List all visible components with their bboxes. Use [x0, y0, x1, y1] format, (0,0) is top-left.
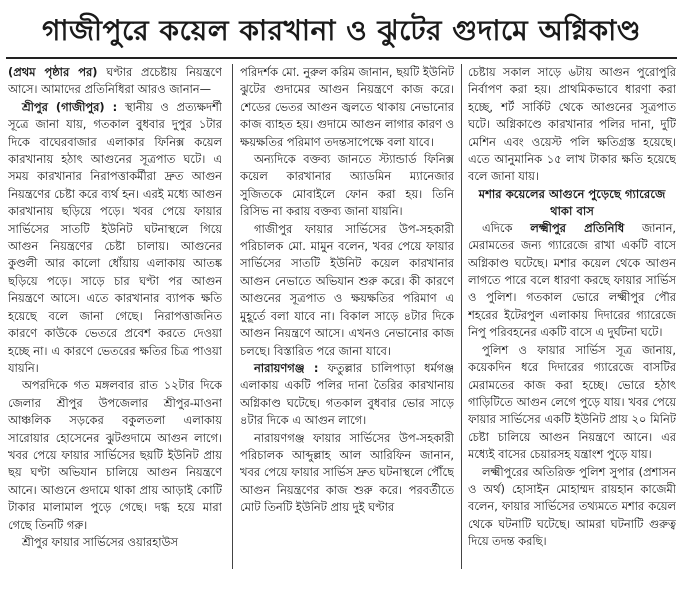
- paragraph-inspector: পরিদর্শক মো. নুরুল করিম জানান, ছয়টি ইউনিট ঝুটের গুদামের আগুন নিয়ন্ত্রণে কাজ করে। শেডের ভেতর আগুন জ্বলতে থাকায় নেভানোর কাজ ব্যাহত হয়। গুদামে আগুন লাগার কারণ ও ক্ষয়ক্ষতির পরিমাণ তদন্তসাপেক্ষে বলা যাবে।: [240, 65, 454, 149]
- paragraph-text: স্থানীয় ও প্রত্যক্ষদর্শী সূত্রে জানা যায়, গতকাল বুধবার দুপুর ১টার দিকে বাঘেরবাজার এলাকার ফিনিক্স কয়েল কারখানায় হঠাৎ আগুনের সূত্রপাত ঘটে। এ সময় কারখানার নিরাপত্তাকর্মীরা দ্রুত আগুন নিয়ন্ত্রণের চেষ্টা করে ব্যর্থ হন। এরই মধ্যে আগুন কারখানায় ছড়িয়ে পড়ে। খবর পেয়ে ফায়ার সার্ভিসের সাতটি ইউনিট ঘটনাস্থলে গিয়ে আগুন নিয়ন্ত্রণের চেষ্টা চালায়। আগুনের কুণ্ডলী আর কালো ধোঁয়ায় এলাকায় আতঙ্ক ছড়িয়ে পড়ে। সাড়ে চার ঘণ্টা পর আগুন নিয়ন্ত্রণে আসে। এতে কারখানার ব্যাপক ক্ষতি হয়েছে বলে জানা গেছে। নিরাপত্তাজনিত কারণে কাউকে ভেতরে প্রবেশ করতে দেওয়া হচ্ছে না। এ কারণে ভেতরের ক্ষতির চিত্র পাওয়া যায়নি।: [8, 99, 222, 375]
- paragraph-extinguished: চেষ্টায় সকাল সাড়ে ৬টায় আগুন পুরোপুরি নির্বাপণ করা হয়। প্রাথমিকভাবে ধারণা করা হচ্ছে, শর্ট সার্কিট থেকে আগুনের সূত্রপাত ঘটে। অগ্নিকাণ্ডে কারখানার পলির দানা, দুটি মেশিন এবং ওয়েস্ট পলি ক্ষতিগ্রস্ত হয়েছে। এতে আনুমানিক ১৫ লাখ টাকার ক্ষতি হয়েছে বলে জানা যায়।: [468, 65, 676, 184]
- paragraph-text: ফতুল্লার চালিপাড়া ধর্মগঞ্জ এলাকায় একটি পলির দানা তৈরির কারখানায় অগ্নিকাণ্ড ঘটেছে। গতকাল বুধবার ভোর সাড়ে ৪টার দিকে এ আগুন লাগে।: [240, 360, 454, 428]
- byline-lakshmipur: লক্ষ্মীপুর প্রতিনিধি: [530, 220, 625, 235]
- paragraph-asp-statement: লক্ষ্মীপুরের অতিরিক্ত পুলিশ সুপার (প্রশাসন ও অর্থ) হোসাইন মোহাম্মদ রায়হান কাজেমী বলেন, ফায়ার সার্ভিসের তথ্যমতে মশার কয়েল থেকে ঘটনাটি ঘটেছে। আমরা ঘটনাটি গুরুত্ব দিয়ে তদন্ত করছি।: [468, 464, 676, 549]
- article-column-3: [468, 64, 676, 569]
- column-divider-1: [232, 64, 233, 569]
- cropped-next-headline: [8, 572, 675, 588]
- paragraph-lakshmipur: [468, 220, 676, 342]
- byline-sreepur: শ্রীপুর (গাজীপুর) :: [22, 99, 118, 114]
- lead-text: ঘণ্টার প্রচেষ্টায় নিয়ন্ত্রণে আসে। আমাদের প্রতিনিধিরা আরও জানান—: [8, 65, 222, 97]
- byline-narayanganj: নারায়ণগঞ্জ :: [254, 360, 319, 375]
- paragraph-police-fire: পুলিশ ও ফায়ার সার্ভিস সূত্র জানায়, কয়েকদিন ধরে দিদারের গ্যারেজে বাসটির মেরামতের কাজ করা হচ্ছে। ভোরে হঠাৎ গাড়িটিতে আগুন লেগে পুড়ে যায়। খবর পেয়ে ফায়ার সার্ভিসের একটি ইউনিট প্রায় ২০ মিনিট চেষ্টা চালিয়ে আগুন নিয়ন্ত্রণে আনে। এর মধ্যেই বাসের চেয়ারসহ যন্ত্রাংশ পুড়ে যায়।: [468, 342, 676, 462]
- paragraph-manager: অন্যদিকে বক্তব্য জানতে স্ট্যান্ডার্ড ফিনিক্স কয়েল কারখানার অ্যাডমিন ম্যানেজার সুজিতকে মোবাইলে ফোন করা হয়। তিনি রিসিভ না করায় বক্তব্য জানা যায়নি।: [240, 152, 454, 219]
- paragraph-narayanganj: [240, 360, 454, 430]
- paragraph-sreepur: [8, 99, 222, 378]
- article-column-2: [240, 64, 454, 569]
- paragraph-text: জানান, মেরামতের জন্য গ্যারেজে রাখা একটি বাসে অগ্নিকাণ্ড ঘটেছে। মশার কয়েল থেকে আগুন লাগতে পারে বলে ধারণা করছে ফায়ার সার্ভিস ও পুলিশ। গতকাল ভোরে লক্ষ্মীপুর পৌর শহরের ইটেরপুল এলাকায় দিদারের গ্যারেজে নিপু পরিবহনের একটি বাসে এ দুর্ঘটনা ঘটে।: [468, 220, 676, 340]
- headline-rule: [6, 57, 677, 59]
- column-divider-2: [461, 64, 462, 569]
- subheading-bus-fire: মশার কয়েলের আগুনে পুড়েছে গ্যারেজে থাকা বাস: [478, 186, 666, 218]
- paragraph-jhut-godown: অপরদিকে গত মঙ্গলবার রাত ১২টার দিকে জেলার শ্রীপুর উপজেলার শ্রীপুর-মাওনা আঞ্চলিক সড়কের বকুলতলা এলাকায় সারোয়ার হোসেনের ঝুটগুদামে আগুন লাগে। খবর পেয়ে ফায়ার সার্ভিসের ছয়টি ইউনিট প্রায় ছয় ঘণ্টা অভিযান চালিয়ে আগুন নিয়ন্ত্রণে আনে। আগুনে গুদামে থাকা প্রায় আড়াই কোটি টাকার মালামাল পুড়ে গেছে। দগ্ধ হয়ে মারা গেছে তিনটি গরু।: [8, 378, 222, 532]
- paragraph-text: এদিকে: [482, 220, 531, 235]
- paragraph-gazipur-fire: গাজীপুর ফায়ার সার্ভিসের উপ-সহকারী পরিচালক মো. মামুন বলেন, খবর পেয়ে ফায়ার সার্ভিসের সাতটি ইউনিট কয়েল কারখানার আগুন নেভাতে অভিযান শুরু করে। কী কারণে আগুনের সূত্রপাত ও ক্ষয়ক্ষতির পরিমাণ এ মুহূর্তে বলা যাবে না। বিকাল সাড়ে ৪টার দিকে আগুন নিয়ন্ত্রণে আসে। এখনও নেভানোর কাজ চলছে। বিস্তারিত পরে জানা যাবে।: [240, 221, 454, 358]
- article-column-1: [8, 64, 222, 569]
- paragraph-warehouse: শ্রীপুর ফায়ার সার্ভিসের ওয়ারহাউস: [22, 534, 178, 549]
- lead-paragraph: [8, 64, 222, 99]
- article-headline: গাজীপুরে কয়েল কারখানা ও ঝুটের গুদামে অগ্নিকাণ্ড: [41, 14, 642, 47]
- continuation-label: (প্রথম পৃষ্ঠার পর): [8, 65, 98, 79]
- paragraph-narayanganj-fire: নারায়ণগঞ্জ ফায়ার সার্ভিসের উপ-সহকারী পরিচালক আব্দুল্লাহ আল আরিফিন জানান, খবর পেয়ে ফায়ার সার্ভিস দ্রুত ঘটনাস্থলে পৌঁছে আগুন নিয়ন্ত্রণের কাজ শুরু করে। পরবর্তীতে মোট তিনটি ইউনিট প্রায় দুই ঘণ্টার: [240, 430, 454, 515]
